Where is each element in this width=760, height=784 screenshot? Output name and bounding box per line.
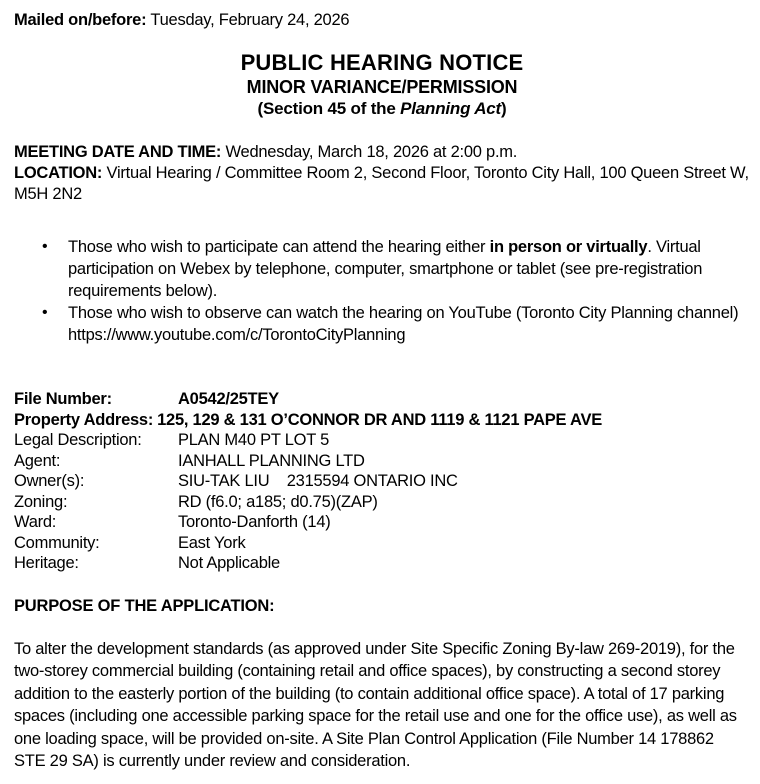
bullet-text-emphasis: in person or virtually (489, 238, 648, 256)
meeting-block (14, 142, 750, 205)
mailed-line (14, 10, 750, 30)
table-row (14, 389, 750, 410)
bullet-text-part1: Those who wish to observe can watch the hearing on YouTube (Toronto City Planning channel) https://www.youtube.com/c/TorontoCityPlanning (68, 304, 739, 344)
table-row (14, 512, 750, 533)
detail-label-community: Community: (14, 533, 100, 552)
meeting-date-label: MEETING DATE AND TIME: (14, 143, 222, 161)
list-item (14, 302, 750, 346)
detail-value-ward: Toronto-Danforth (14) (178, 513, 331, 531)
page-section-reference (14, 98, 750, 120)
table-row (14, 410, 750, 431)
planning-act-reference: Planning Act (400, 99, 501, 118)
detail-value-owners: SIU-TAK LIU 2315594 ONTARIO INC (178, 472, 458, 490)
detail-value-legal-description: PLAN M40 PT LOT 5 (178, 431, 330, 449)
detail-value-zoning: RD (f6.0; a185; d0.75)(ZAP) (178, 492, 378, 511)
detail-label-agent: Agent: (14, 451, 61, 470)
participation-bullet-list (14, 236, 750, 346)
section-prefix: (Section 45 of the (257, 99, 401, 118)
application-details-list (14, 389, 750, 574)
detail-value-agent: IANHALL PLANNING LTD (178, 451, 365, 470)
meeting-location-value: Virtual Hearing / Committee Room 2, Second Floor, Toronto City Hall, 100 Queen Street W, M5H 2N2 (14, 164, 749, 203)
table-row (14, 471, 750, 492)
detail-label-file-number: File Number: (14, 390, 112, 408)
table-row (14, 492, 750, 513)
detail-value-property-address: 125, 129 & 131 O’CONNOR DR AND 1119 & 1121 PAPE AVE (157, 410, 602, 429)
detail-label-zoning: Zoning: (14, 492, 68, 511)
detail-label-owners: Owner(s): (14, 472, 85, 490)
detail-label-property-address: Property Address: (14, 410, 154, 429)
detail-label-ward: Ward: (14, 513, 57, 531)
mailed-label: Mailed on/before: (14, 11, 147, 29)
detail-value-community: East York (178, 533, 246, 552)
meeting-location-line (14, 163, 750, 205)
bullet-text-part2: . Virtual participation on Webex by telephone, computer, smartphone or tablet (see pre-registration requirements below). (68, 238, 703, 300)
title-block (14, 50, 750, 120)
bullet-text-part1: Those who wish to participate can attend the hearing either (68, 238, 490, 256)
notice-content (14, 0, 750, 773)
detail-label-heritage: Heritage: (14, 554, 79, 572)
detail-label-legal-description: Legal Description: (14, 431, 142, 449)
table-row (14, 430, 750, 451)
table-row (14, 553, 750, 574)
mailed-value: Tuesday, February 24, 2026 (146, 11, 350, 29)
meeting-date-line (14, 142, 750, 163)
meeting-location-label: LOCATION: (14, 164, 103, 182)
detail-value-heritage: Not Applicable (178, 554, 280, 572)
detail-value-file-number: A0542/25TEY (178, 390, 279, 408)
meeting-date-value: Wednesday, March 18, 2026 at 2:00 p.m. (221, 143, 518, 161)
purpose-heading: PURPOSE OF THE APPLICATION: (14, 596, 275, 615)
section-suffix: ) (501, 99, 507, 118)
page-subtitle: MINOR VARIANCE/PERMISSION (246, 77, 518, 97)
list-item (14, 236, 750, 302)
table-row (14, 533, 750, 554)
page-title: PUBLIC HEARING NOTICE (240, 50, 524, 75)
bullet-icon: • (42, 238, 48, 255)
table-row (14, 451, 750, 472)
purpose-body: To alter the development standards (as approved under Site Specific Zoning By-law 269-2019), for the two-storey commercial building (containing retail and office spaces), by constructing a second storey addition to the easterly portion of the building (to contain additional office space). A total of 17 parking spaces (including one accessible parking space for the retail use and one for the office use), as well as one loading space, will be provided on-site. A Site Plan Control Application (File Number 14 178862 STE 29 SA) is currently under review and consideration. (14, 639, 737, 770)
bullet-icon: • (42, 304, 48, 321)
